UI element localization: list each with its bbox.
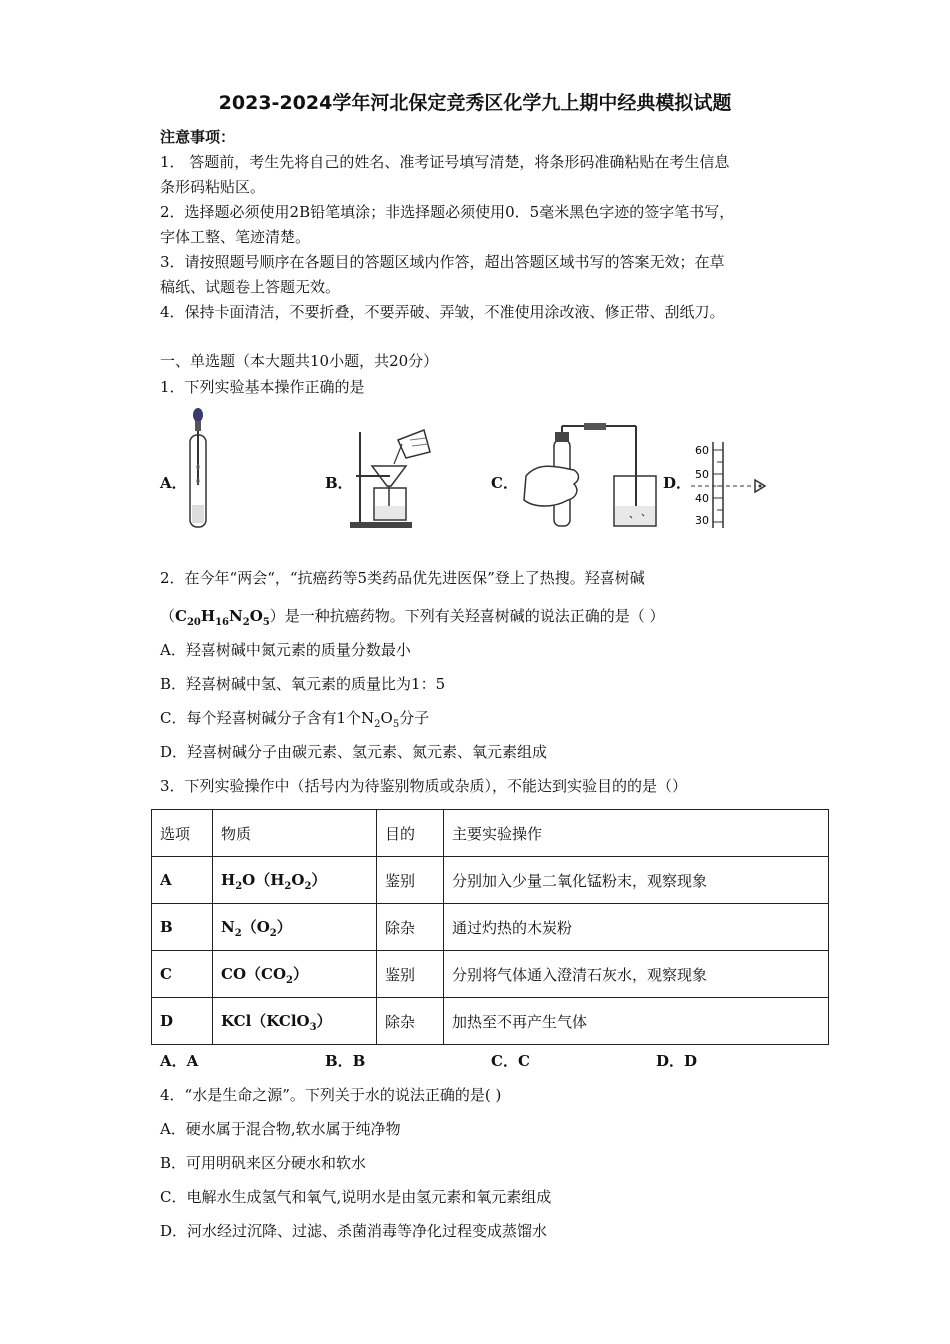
notice-line: 字体工整、笔迹清楚。 xyxy=(160,228,311,246)
notice-line: 2．选择题必须使用2B铅笔填涂；非选择题必须使用0．5毫米黑色字迹的签字笔书写， xyxy=(160,203,735,221)
filtration-illustration xyxy=(348,418,448,530)
table-header-cell: 物质 xyxy=(213,810,377,857)
notice-line: 3．请按照题号顺序在各题目的答题区域内作答，超出答题区域书写的答案无效；在草 xyxy=(160,253,725,271)
notice-heading: 注意事项： xyxy=(160,128,236,146)
page-title: 2023-2024学年河北保定竞秀区化学九上期中经典模拟试题 xyxy=(218,92,732,114)
table-cell-operation: 通过灼热的木炭粉 xyxy=(444,904,829,951)
q1-option-d-label: D． xyxy=(663,474,692,492)
notice-line: 1． 答题前，考生先将自己的姓名、准考证号填写清楚，将条形码准确粘贴在考生信息 xyxy=(160,153,730,171)
q2-option-a: A．羟喜树碱中氮元素的质量分数最小 xyxy=(160,641,411,659)
q2-stem-line2: $(C_{20}H_{16}N_2O_5)$是一种抗癌药物。下列有关羟喜树碱的说法正确的是（ ） xyxy=(160,607,665,628)
q4-option-d: D．河水经过沉降、过滤、杀菌消毒等净化过程变成蒸馏水 xyxy=(160,1222,548,1240)
q4-option-b: B．可用明矾来区分硬水和软水 xyxy=(160,1154,367,1172)
table-cell-option: D xyxy=(152,998,213,1045)
table-cell-substance: $H_2O(H_2O_2)$ xyxy=(213,857,377,904)
table-cell-goal: 除杂 xyxy=(377,904,444,951)
table-header-cell: 选项 xyxy=(152,810,213,857)
table-cell-option: C xyxy=(152,951,213,998)
table-cell-operation: 分别加入少量二氧化锰粉末，观察现象 xyxy=(444,857,829,904)
section-heading: 一、单选题（本大题共10小题，共20分） xyxy=(160,352,439,370)
cylinder-tick-label: 30 xyxy=(695,514,709,527)
table-row xyxy=(152,998,829,1045)
q3-table xyxy=(151,809,829,1045)
q1-option-b-label: B． xyxy=(325,474,353,492)
q4-option-c: C．电解水生成氢气和氧气,说明水是由氢元素和氧元素组成 xyxy=(160,1188,552,1206)
q3-answer-a: A．A xyxy=(160,1052,199,1070)
table-cell-goal: 除杂 xyxy=(377,998,444,1045)
airtightness-check-illustration xyxy=(518,418,668,530)
q2-option-b: B．羟喜树碱中氢、氧元素的质量比为1：5 xyxy=(160,675,446,693)
table-cell-operation: 加热至不再产生气体 xyxy=(444,998,829,1045)
table-row xyxy=(152,857,829,904)
graduated-cylinder-illustration xyxy=(685,438,775,530)
q2-option-c: C．每个羟喜树碱分子含有1个$N_2O_5$分子 xyxy=(160,709,430,730)
table-cell-option: B xyxy=(152,904,213,951)
q3-stem: 3．下列实验操作中（括号内为待鉴别物质或杂质），不能达到实验目的的是（） xyxy=(160,777,688,795)
notice-line: 4．保持卡面清洁，不要折叠，不要弄破、弄皱，不准使用涂改液、修正带、刮纸刀。 xyxy=(160,303,725,321)
table-cell-substance: $CO(CO_2)$ xyxy=(213,951,377,998)
cylinder-tick-label: 50 xyxy=(695,468,709,481)
q2-option-d: D．羟喜树碱分子由碳元素、氢元素、氮元素、氧元素组成 xyxy=(160,743,548,761)
notice-line: 稿纸、试题卷上答题无效。 xyxy=(160,278,341,296)
dropper-in-tube-illustration xyxy=(180,405,220,530)
q3-answer-d: D．D xyxy=(656,1052,698,1070)
cylinder-tick-label: 60 xyxy=(695,444,709,457)
q1-stem: 1．下列实验基本操作正确的是 xyxy=(160,378,365,396)
table-row xyxy=(152,904,829,951)
table-header-row xyxy=(152,810,829,857)
table-cell-goal: 鉴别 xyxy=(377,951,444,998)
table-header-cell: 主要实验操作 xyxy=(444,810,829,857)
q1-option-a-label: A． xyxy=(160,474,187,492)
table-cell-option: A xyxy=(152,857,213,904)
notice-line: 条形码粘贴区。 xyxy=(160,178,266,196)
table-cell-goal: 鉴别 xyxy=(377,857,444,904)
q3-answer-c: C．C xyxy=(491,1052,530,1070)
q2-stem-line1: 2．在今年“两会“，“抗癌药等5类药品优先进医保”登上了热搜。羟喜树碱 xyxy=(160,569,645,587)
table-cell-operation: 分别将气体通入澄清石灰水，观察现象 xyxy=(444,951,829,998)
q3-answer-b: B．B xyxy=(325,1052,366,1070)
cylinder-tick-label: 40 xyxy=(695,492,709,505)
table-cell-substance: $N_2(O_2)$ xyxy=(213,904,377,951)
q4-stem: 4．“水是生命之源”。下列关于水的说法正确的是( ) xyxy=(160,1086,502,1104)
q4-option-a: A．硬水属于混合物,软水属于纯净物 xyxy=(160,1120,401,1138)
table-cell-substance: KCl（KClO$_3$） xyxy=(213,998,377,1045)
table-header-cell: 目的 xyxy=(377,810,444,857)
table-row xyxy=(152,951,829,998)
q1-option-c-label: C． xyxy=(491,474,518,492)
